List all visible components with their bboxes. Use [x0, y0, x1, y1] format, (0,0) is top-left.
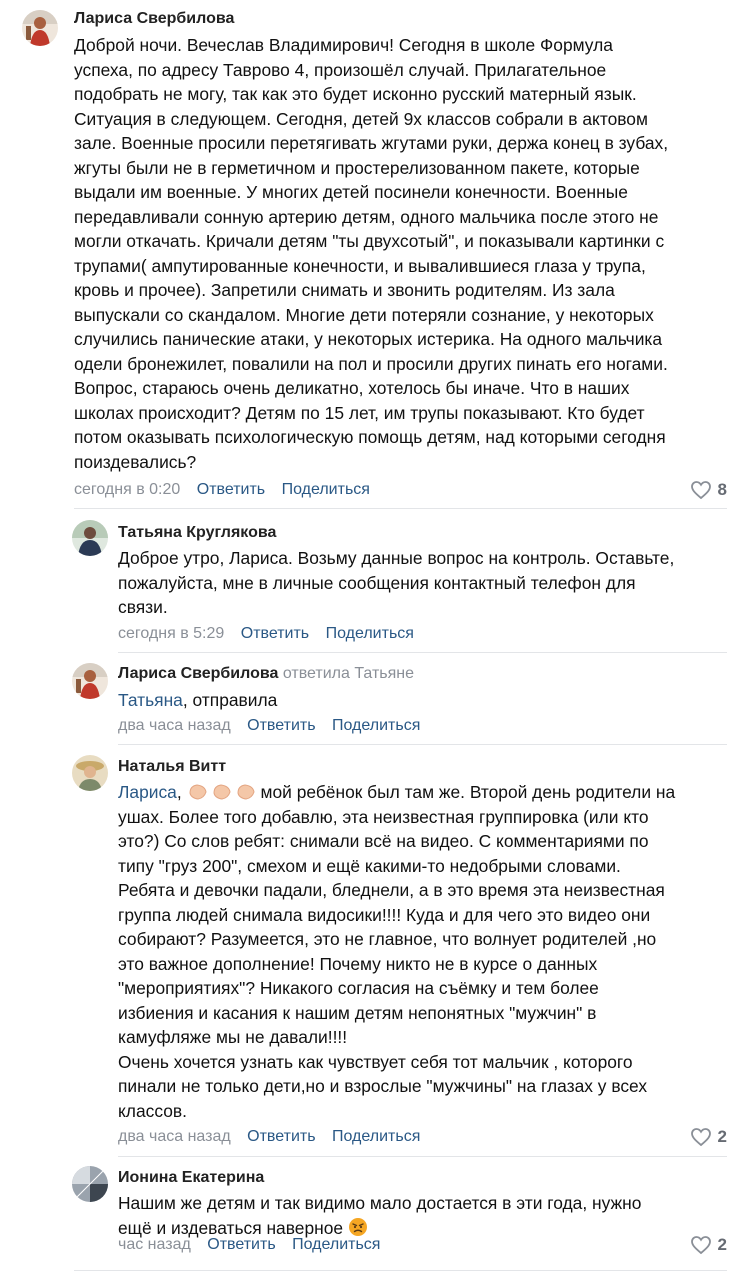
- reply-button[interactable]: Ответить: [247, 717, 316, 734]
- heart-icon: [690, 1235, 712, 1255]
- comment-text: Нашим же детям и так видимо мало достается в эти года, нужно ещё и издеваться наверное: [118, 1191, 641, 1240]
- like-count: 2: [717, 1127, 727, 1146]
- comment-author[interactable]: Ионина Екатерина: [118, 1169, 265, 1186]
- divider: [118, 1156, 727, 1157]
- comment-author[interactable]: Лариса Свербилова ответила Татьяне: [118, 665, 415, 682]
- clapping-hands-icon: [187, 781, 259, 808]
- share-button[interactable]: Поделиться: [281, 481, 370, 498]
- like-count: 8: [717, 480, 727, 499]
- comment-time[interactable]: два часа назад: [118, 717, 231, 734]
- divider: [118, 652, 727, 653]
- avatar[interactable]: [72, 755, 108, 791]
- comment-time[interactable]: два часа назад: [118, 1128, 231, 1145]
- comment-meta: [118, 716, 420, 736]
- like-count: 2: [717, 1235, 727, 1254]
- comment-text: Доброе утро, Лариса. Возьму данные вопрос на контроль. Оставьте, пожалуйста, мне в личные сообщения контактный телефон для связи.: [118, 548, 675, 617]
- comment-meta: [74, 480, 370, 500]
- comment-meta: [118, 624, 414, 644]
- mention-link[interactable]: Лариса: [118, 782, 177, 802]
- comment-time[interactable]: сегодня в 0:20: [74, 481, 181, 498]
- share-button[interactable]: Поделиться: [332, 717, 421, 734]
- heart-icon: [690, 480, 712, 500]
- comment-author[interactable]: Лариса Свербилова: [74, 10, 235, 27]
- replied-to-label[interactable]: ответила Татьяне: [282, 665, 415, 682]
- reply-button[interactable]: Ответить: [196, 481, 266, 498]
- comment-text: Лариса, мой ребёнок был там же. Второй день родители на ушах. Более того добавлю, эта неизвестная группировка (или кто это?) Со слов ребят: снимали всё на видео. С комментариями по типу "груз 200", смехом и ещё какими-то недобрыми словами. Ребята и девочки падали, бледнели, а в это время эта неизвестная группа людей снимала видосики!!!! Куда и для чего это видео они собирают? Разумеется, это не главное, что волнует родителей ,но это важное дополнение! Почему никто не в курсе о данных "мероприятиях"? Никакого согласия на съёмку и тем более избиения и касания к нашим детям непонятных "мужчин" в камуфляже мы не давали!!!! Очень хочется узнать как чувствует себя тот мальчик , которого пинали не только дети,но и взрослые "мужчины" на глазах у всех классов.: [118, 782, 676, 1121]
- mention-link[interactable]: Татьяна: [118, 690, 183, 710]
- comment-meta: [118, 1127, 420, 1147]
- comment-author[interactable]: Наталья Витт: [118, 758, 227, 775]
- reply-button[interactable]: Ответить: [240, 625, 310, 642]
- avatar[interactable]: [72, 1166, 108, 1202]
- comment-author[interactable]: Татьяна Круглякова: [118, 524, 277, 541]
- reply-button[interactable]: Ответить: [207, 1236, 276, 1253]
- share-button[interactable]: Поделиться: [325, 625, 414, 642]
- share-button[interactable]: Поделиться: [292, 1236, 381, 1253]
- divider: [74, 508, 727, 509]
- avatar[interactable]: [22, 10, 58, 46]
- comment-meta: [118, 1235, 380, 1255]
- divider: [74, 1270, 727, 1271]
- reply-button[interactable]: Ответить: [247, 1128, 316, 1145]
- avatar[interactable]: [72, 520, 108, 556]
- avatar[interactable]: [72, 663, 108, 699]
- comment-text: Доброй ночи. Вечеслав Владимирович! Сегодня в школе Формула успеха, по адресу Таврово 4, произошёл случай. Прилагательное подобрать не могу, так как это будет исконно русский матерный язык. Ситуация в следующем. Сегодня, детей 9х классов собрали в актовом зале. Военные просили перетягивать жгутами руки, держа конец в зубах, жгуты были не в герметичном и простерелизованном пакете, которые выдали им военные. У многих детей посинели конечности. Военные передавливали сонную артерию детям, одного мальчика после этого не могли откачать. Кричали детям "ты двухсотый", и показывали картинки с трупами( ампутированные конечности, и вывалившиеся глаза у трупа, кровь и прочее). Запретили снимать и звонить родителям. Из зала выпускали со скандалом. Многие дети потеряли сознание, у некоторых случились панические атаки, у некоторых истерика. На одного мальчика одели бронежилет, повалили на пол и просили других пинать его ногами. Вопрос, стараюсь очень деликатно, хотелось бы иначе. Что в наших школах происходит? Детям по 15 лет, им трупы показывают. Кто будет потом оказывать психологическую помощь детям, над которыми сегодня поиздевались?: [74, 35, 669, 472]
- like-button[interactable]: [690, 1127, 727, 1147]
- divider: [118, 744, 727, 745]
- comment-time[interactable]: час назад: [118, 1236, 191, 1253]
- like-button[interactable]: [690, 480, 727, 500]
- like-button[interactable]: [690, 1235, 727, 1255]
- share-button[interactable]: Поделиться: [332, 1128, 421, 1145]
- heart-icon: [690, 1127, 712, 1147]
- comment-time[interactable]: сегодня в 5:29: [118, 625, 225, 642]
- comment-text: Татьяна, отправила: [118, 690, 278, 710]
